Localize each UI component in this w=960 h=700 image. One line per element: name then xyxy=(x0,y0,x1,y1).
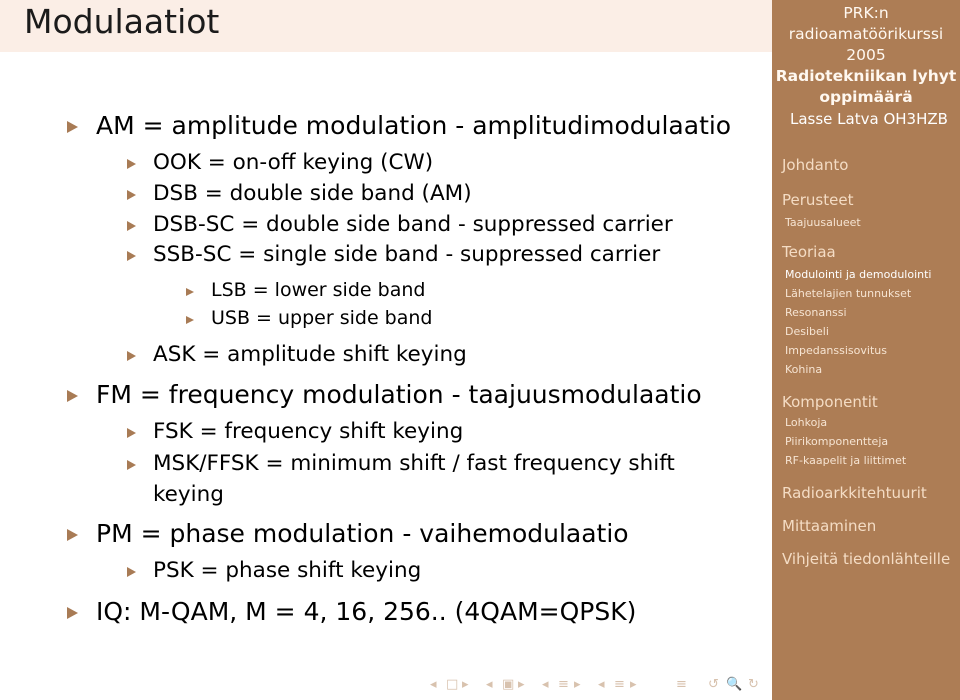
sidebar-subsection-taajuusalueet[interactable]: Taajuusalueet xyxy=(785,216,861,229)
nav-next-subsection-icon[interactable]: ▸ xyxy=(518,677,525,692)
sidebar-section-johdanto[interactable]: Johdanto xyxy=(782,156,849,174)
bullet-icon xyxy=(127,251,136,261)
list-item-fsk: FSK = frequency shift keying xyxy=(153,419,464,444)
beamer-navigation-bar xyxy=(430,676,770,694)
sidebar-subsection-piirikomponentteja[interactable]: Piirikomponentteja xyxy=(785,435,889,448)
bullet-icon xyxy=(127,460,136,470)
sidebar-header xyxy=(772,0,960,108)
nav-prev-subsection-icon[interactable]: ◂ xyxy=(486,677,493,692)
sidebar-subsection-impedanssisovitus[interactable]: Impedanssisovitus xyxy=(785,344,887,357)
sidebar xyxy=(772,0,960,700)
list-item-am: AM = amplitude modulation - amplitudimodulaatio xyxy=(96,111,732,140)
frame-title-bar xyxy=(0,0,772,52)
nav-redo-icon[interactable]: ↻ xyxy=(748,677,759,692)
sidebar-header-line: 2005 xyxy=(846,46,886,64)
list-item-ook: OOK = on-off keying (CW) xyxy=(153,150,434,175)
slide-content xyxy=(0,52,772,700)
list-item-ssb-sc: SSB-SC = single side band - suppressed carrier xyxy=(153,242,661,267)
sidebar-section-teoriaa[interactable]: Teoriaa xyxy=(782,243,836,261)
nav-zoom-icon[interactable]: 🔍 xyxy=(726,677,743,692)
bullet-icon xyxy=(67,607,78,619)
bullet-icon xyxy=(67,121,78,133)
sidebar-section-mittaaminen[interactable]: Mittaaminen xyxy=(782,517,877,535)
sidebar-author: Lasse Latva OH3HZB xyxy=(790,110,948,128)
bullet-icon xyxy=(127,428,136,438)
nav-next-part-icon[interactable]: ▸ xyxy=(630,677,637,692)
sidebar-header-line: oppimäärä xyxy=(819,88,913,106)
list-item-pm: PM = phase modulation - vaihemodulaatio xyxy=(96,519,629,548)
list-item-usb: USB = upper side band xyxy=(211,307,433,329)
list-item-psk: PSK = phase shift keying xyxy=(153,558,422,583)
bullet-icon xyxy=(127,190,136,200)
bullet-icon xyxy=(127,567,136,577)
list-item-msk-ffsk-continued: keying xyxy=(153,482,224,507)
nav-section-icon[interactable]: ≡ xyxy=(558,677,569,692)
sidebar-section-radioarkkitehtuurit[interactable]: Radioarkkitehtuurit xyxy=(782,484,927,502)
nav-frame-icon[interactable]: □ xyxy=(446,677,459,692)
bullet-icon xyxy=(186,288,194,296)
nav-next-frame-icon[interactable]: ▸ xyxy=(462,677,469,692)
sidebar-header-line: radioamatöörikurssi xyxy=(788,25,944,43)
sidebar-subsection-lahetelajit[interactable]: Lähetelajien tunnukset xyxy=(785,287,912,300)
list-item-lsb: LSB = lower side band xyxy=(211,279,426,301)
sidebar-section-perusteet[interactable]: Perusteet xyxy=(782,191,854,209)
sidebar-subsection-rf-kaapelit[interactable]: RF-kaapelit ja liittimet xyxy=(785,454,907,467)
sidebar-subsection-lohkoja[interactable]: Lohkoja xyxy=(785,416,828,429)
sidebar-subsection-resonanssi[interactable]: Resonanssi xyxy=(785,306,847,319)
nav-prev-section-icon[interactable]: ◂ xyxy=(542,677,549,692)
bullet-icon xyxy=(186,316,194,324)
sidebar-section-komponentit[interactable]: Komponentit xyxy=(782,393,878,411)
sidebar-subsection-modulointi[interactable]: Modulointi ja demodulointi xyxy=(785,268,932,281)
list-item-iq: IQ: M-QAM, M = 4, 16, 256.. (4QAM=QPSK) xyxy=(96,597,637,626)
nav-prev-frame-icon[interactable]: ◂ xyxy=(430,677,437,692)
list-item-msk-ffsk: MSK/FFSK = minimum shift / fast frequency shift xyxy=(153,451,675,476)
list-item-dsb: DSB = double side band (AM) xyxy=(153,181,472,206)
bullet-icon xyxy=(67,529,78,541)
list-item-dsb-sc: DSB-SC = double side band - suppressed carrier xyxy=(153,212,673,237)
list-item-ask: ASK = amplitude shift keying xyxy=(153,342,467,367)
sidebar-section-vihjeita[interactable]: Vihjeitä tiedonlähteille xyxy=(782,550,951,568)
frame-title: Modulaatiot xyxy=(24,2,220,41)
list-item-fm: FM = frequency modulation - taajuusmodulaatio xyxy=(96,380,702,409)
bullet-icon xyxy=(67,390,78,402)
bullet-icon xyxy=(127,159,136,169)
nav-subsection-icon[interactable]: ▣ xyxy=(502,677,515,692)
bullet-icon xyxy=(127,221,136,231)
nav-next-section-icon[interactable]: ▸ xyxy=(574,677,581,692)
nav-part-icon[interactable]: ≡ xyxy=(614,677,625,692)
nav-align-icon[interactable]: ≡ xyxy=(676,677,687,692)
sidebar-header-line: Radiotekniikan lyhyt xyxy=(775,67,957,85)
bullet-icon xyxy=(127,351,136,361)
sidebar-subsection-kohina[interactable]: Kohina xyxy=(785,363,823,376)
sidebar-subsection-desibeli[interactable]: Desibeli xyxy=(785,325,829,338)
nav-prev-part-icon[interactable]: ◂ xyxy=(598,677,605,692)
nav-undo-icon[interactable]: ↺ xyxy=(708,677,719,692)
sidebar-header-line: PRK:n xyxy=(843,4,889,22)
